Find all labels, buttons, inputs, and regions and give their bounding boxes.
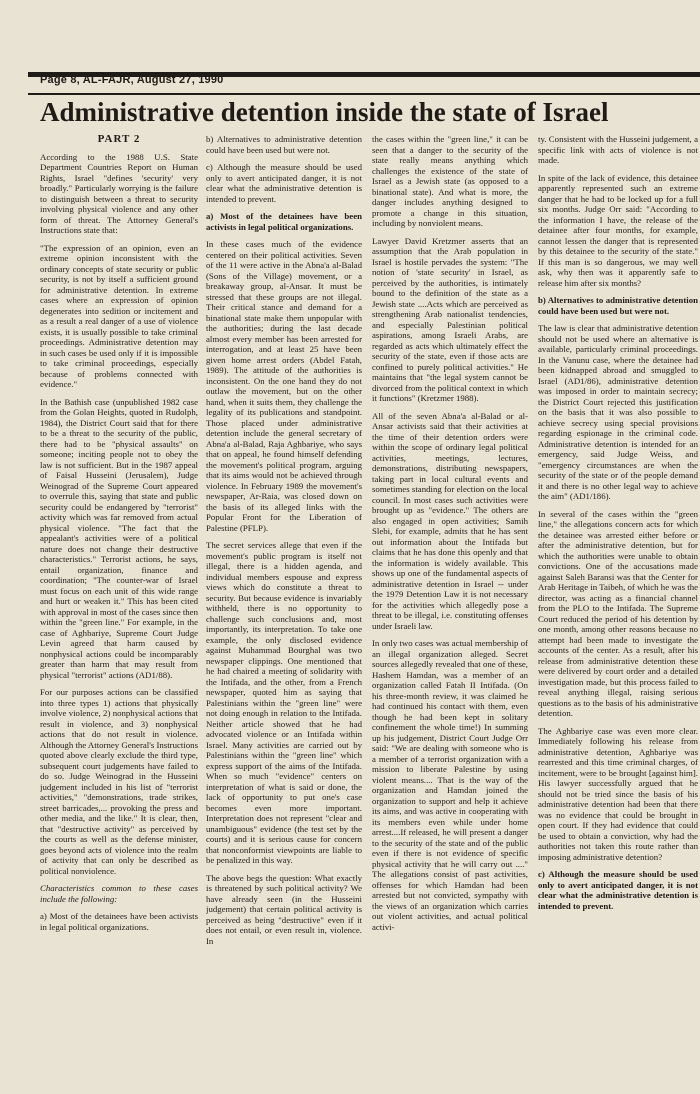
paragraph: In spite of the lack of evidence, this detainee apparently represented such an extreme danger that he had to be locked up for a full six months. Judge Orr said: "According to the information I have, the release of the detainee after four months, for example, cannot lessen the danger that is represented by this detainee to the security of the state." If this man is so dangerous, we may well ask, why then was it apparently safe to release him after six months? — [538, 172, 698, 288]
part-label: PART 2 — [97, 134, 141, 145]
paragraph: b) Alternatives to administrative detention could have been used but were not. — [206, 134, 362, 155]
paragraph: The Aghbariye case was even more clear. Immediately following his release from administrative detention, Aghbariye was rearrested and this time criminal charges, of incitement, were to be brought [against him]. His lawyer successfully argued that he should not be tried since the basis of his administrative detention had been that there was no evidence that could be brought in open court. If they had evidence that could be used to obtain a conviction, why had the authorities not taken this route rather than imposing administrative detention? — [538, 725, 698, 862]
paragraph: The secret services allege that even if the movement's public program is itself not illegal, there is a hidden agenda, and individual members espouse and express views which do constitute a threat to security. But because evidence is invariably withheld, there is no opportunity to challenge such conclusions and, most importantly, its interpretation. To take one example, the only disclosed evidence against Muhammad Bourghal was two newspaper clippings. One mentioned that he had chaired a meeting of solidarity with the Intifada, and the other, from a French newspaper, quoted him as saying that Palestinians within the "green line" were not doing enough in relation to the Intifada. Neither article showed that he had advocated violence or an Intifada within Israel. Many activities are carried out by Palestinians within the "green line" which express support of the aims of the Intifada. When so much "evidence" centers on interpretation of what is said or done, the lack of opportunity to put one's case becomes even more important. Interpretation does not represent "clear and unambiguous" evidence (the test set by the courts) and it is serious cause for concern that nonconformist viewpoints are liable to be penalized in this way. — [206, 540, 362, 865]
section-heading: b) Alternatives to administrative detention could have been used but were not. — [538, 295, 698, 316]
quote-paragraph: "The expression of an opinion, even an extreme opinion inconsistent with the ordinary concepts of state security or public security, is not by itself a sufficient ground for administrative detention. In extreme cases where an expression of opinion degenerates into sedition or incitement and as a result a real danger of a use of violence exists, it is usually possible to take criminal proceedings. Administrative detention may in such cases be used only if it is impossible to take criminal proceedings, especially because of problems connected with evidence." — [40, 242, 198, 389]
paragraph: The law is clear that administrative detention should not be used where an alternative is available, particularly criminal proceedings. In the Vanunu case, where the detainee had been kidnapped abroad and smuggled to Israel (AD1/86), administrative detention was imposed in order to maintain secrecy; the District Court rejected this justification on the basis that it was also possible to achieve secrecy using special provisions regarding espionage in the criminal code. Administrative detention is intended for an emergency, said Judge Weiss, and "emergency circumstances are when the security of the state or of the people demand it and there is no other legal way to achieve the aim" (AD1/186). — [538, 323, 698, 501]
article-headline: Administrative detention inside the state of Israel — [40, 97, 609, 127]
paragraph: The above begs the question: What exactly is threatened by such political activity? We have already seen (in the Husseini judgement) that certain political activity is perceived as being "destructive" even if it does not entail, or even result in, violence. In — [206, 872, 362, 946]
article-column-1 — [40, 134, 198, 1086]
article-column-4 — [538, 134, 698, 1086]
paragraph: In the Bathish case (unpublished 1982 case from the Golan Heights, quoted in Rudolph, 1984), the District Court said that for there to be a threat to the security of the public, there had to be "physical assaults" on someone; inciting people not to obey the law is not sufficient. But in the 1987 appeal of Faisal Husseini (Jerusalem), Judge Weinograd of the Supreme Court appeared to overrule this, saying that state and public security could be endangered by "terrorist" activity which was far removed from actual physical violence. "The fact that the appealant's activities were of a political nature does not change their destructive characteristics." Terrorist actions, he says, entail organization, finance and coordination; "The counter-war of Israel must focus on each unit of this wide range and hurt or weaken it." This has been cited with approval in most of the cases since then within the "green line." For example, in the case of Aghbariye, Supreme Court Judge Levin agreed that harm caused by nonphysical actions could be incomparably greater than harm that may result from physical "terrorist" actions (AD1/88). — [40, 396, 198, 680]
section-heading: a) Most of the detainees have been activists in legal political organizations. — [206, 211, 362, 232]
paragraph: Lawyer David Kretzmer asserts that an assumption that the Arab population in Israel is hostile pervades the system: "The notion of 'state security' in Israel, as perceived by the authorities, is intimately bound to the definition of the state as a Jewish state ....Acts which are perceived as strengthening Arab nationalist tendencies, and especially Palestinian political aspirations, among Israeli Arabs, are regarded as acts which ultimately effect the security of the state, even if those acts are confined to purely political activities." He maintains that "the legal system cannot be divorced from the political context in which it functions" (Kretzmer 1988). — [372, 235, 528, 403]
paragraph: For our purposes actions can be classified into three types 1) actions that physically involve violence, 2) nonphysical actions that result in violence, and 3) nonphysical actions that do not result in violence. Although the Attorney General's Instructions quoted above clearly exclude the third type, subsequent court judgements have failed to do so. Judge Weinograd in the Husseini judgement included in his list of "terrorist activities," "demonstrations, trade strikes, street barricades,... provoking the press and other media, and the like." It is clear, then, that "destructive activity" as perceived by the courts as well as the defense minister, goes beyond acts of violence into the realm of activity that can only be described as political nonviolence. — [40, 687, 198, 876]
article-column-2 — [206, 134, 362, 1086]
paragraph: According to the 1988 U.S. State Department Countries Report on Human Rights, Israel "defines 'security' very broadly." Particularly worrying is the failure to distinguish between a threat to security involving physical violence and any other form of threat. The Attorney General's Instructions state that: — [40, 151, 198, 235]
paragraph: c) Although the measure should be used only to avert anticipated danger, it is not clear what the administrative detention is intended to prevent. — [206, 162, 362, 204]
paragraph: All of the seven Abna'a al-Balad or al-Ansar activists said that their activities at the time of their detention orders were within the scope of ordinary legal political activities, meetings, lectures, demonstrations, distributing newspapers, taking part in local cultural events and sometimes standing for election on the local council. In most cases such activities were brought up as "evidence." The others are also engaged in open activities; Samih Slebi, for example, admits that he has sent out information about the Intifada but claims that he has done this openly and that the information is widely available. This shows up one of the fundamental aspects of administrative detention in Israel -- under the 1979 Detention Law it is not necessary for the activities which allegedly pose a threat to be illegal, i.e. constituting offenses under Israeli law. — [372, 410, 528, 631]
paragraph: ty. Consistent with the Husseini judgement, a specific link with acts of violence is not made. — [538, 134, 698, 165]
paragraph: In only two cases was actual membership of an illegal organization alleged. Secret sources allegedly revealed that one of these, Hashem Hamdan, was a member of an organization called Fatah II Intifada. (On his three-month review, it was claimed he had continued his contact with them, even though he had been kept in solitary confinement the whole time!) In summing up his judgement, District Court Judge Orr said: "We are dealing with someone who is a member of a terrorist organization with a mission to liberate Palestine by using violent means.... That is the way of the organization and Hamdan joined the organization to support and help it achieve its aims, and was active in cooperating with its members even while under home arrest....If released, he will present a danger to the security of the state and of the public even if there is not evidence of specific physical activity that he will carry out ...." The allegations consist of past activities, offenses for which Hamdan had been arrested but not convicted, sympathy with the views of an organization which carries out violent activities, and actual political activi- — [372, 638, 528, 932]
article-column-3 — [372, 134, 528, 1086]
section-heading: c) Although the measure should be used only to avert anticipated danger, it is not clear what the administrative detention is intended to prevent. — [538, 869, 698, 911]
subheading: Characteristics common to these cases include the following: — [40, 883, 198, 904]
page-folio: Page 8, AL-FAJR, August 27, 1990 — [40, 74, 224, 86]
paragraph: a) Most of the detainees have been activists in legal political organizations. — [40, 911, 198, 932]
paragraph: the cases within the "green line," it can be seen that a danger to the security of the state really means anything which challenges the existence of the state of Israel as a Jewish state (as opposed to a binational state). And what is more, the danger includes anything designed to promote a change in this situation, including by nonviolent means. — [372, 134, 528, 228]
paragraph: In several of the cases within the "green line," the allegations concern acts for which the detainee was arrested either before or after the administrative detention, but for which the authorities were unable to obtain convictions. One of the accusations made against Saleh Baransi was that the Center for Arab Heritage in Taibeh, of which he was the director, was acting as a financial channel from the PLO to the Intifada. The Supreme Court reduced the period of his detention by one month, among other reasons because no attempt had been made to investigate the accounts of the center. As a result, after his release from administrative detention these were delivered by court order and a detailed investigation made, but this process failed to reveal anything illegal, raising serious questions as to the basis of his administrative detention. — [538, 508, 698, 718]
paragraph: In these cases much of the evidence centered on their political activities. Seven of the 11 were active in the Abna'a al-Balad (Sons of the Village) movement, or a breakaway group, al-Ansar. It must be stressed that these groups are not illegal. Their critical stance and demand for a binational state make them unpopular with the authorities; during the last decade almost every member has been arrested for interrogation, and at least 25 have been given home arrest orders (Abdel Fatah, 1989). The attitude of the authorities is inconsistent. On the one hand they do not outlaw the movement, but on the other hand, when it suits them, they challenge the legality of its publications and standpoint. Those placed under administrative detention include the general secretary of Abna'a al-Balad, Raja Aghbariye, who says that on appeal, he found himself defending the movement's political program, arguing that its aims would not be achieved through violence. In February 1989 the movement's newspaper, Ar-Raia, was closed down on the basis of its alleged links with the Popular Front for the Liberation of Palestine (PFLP). — [206, 239, 362, 533]
